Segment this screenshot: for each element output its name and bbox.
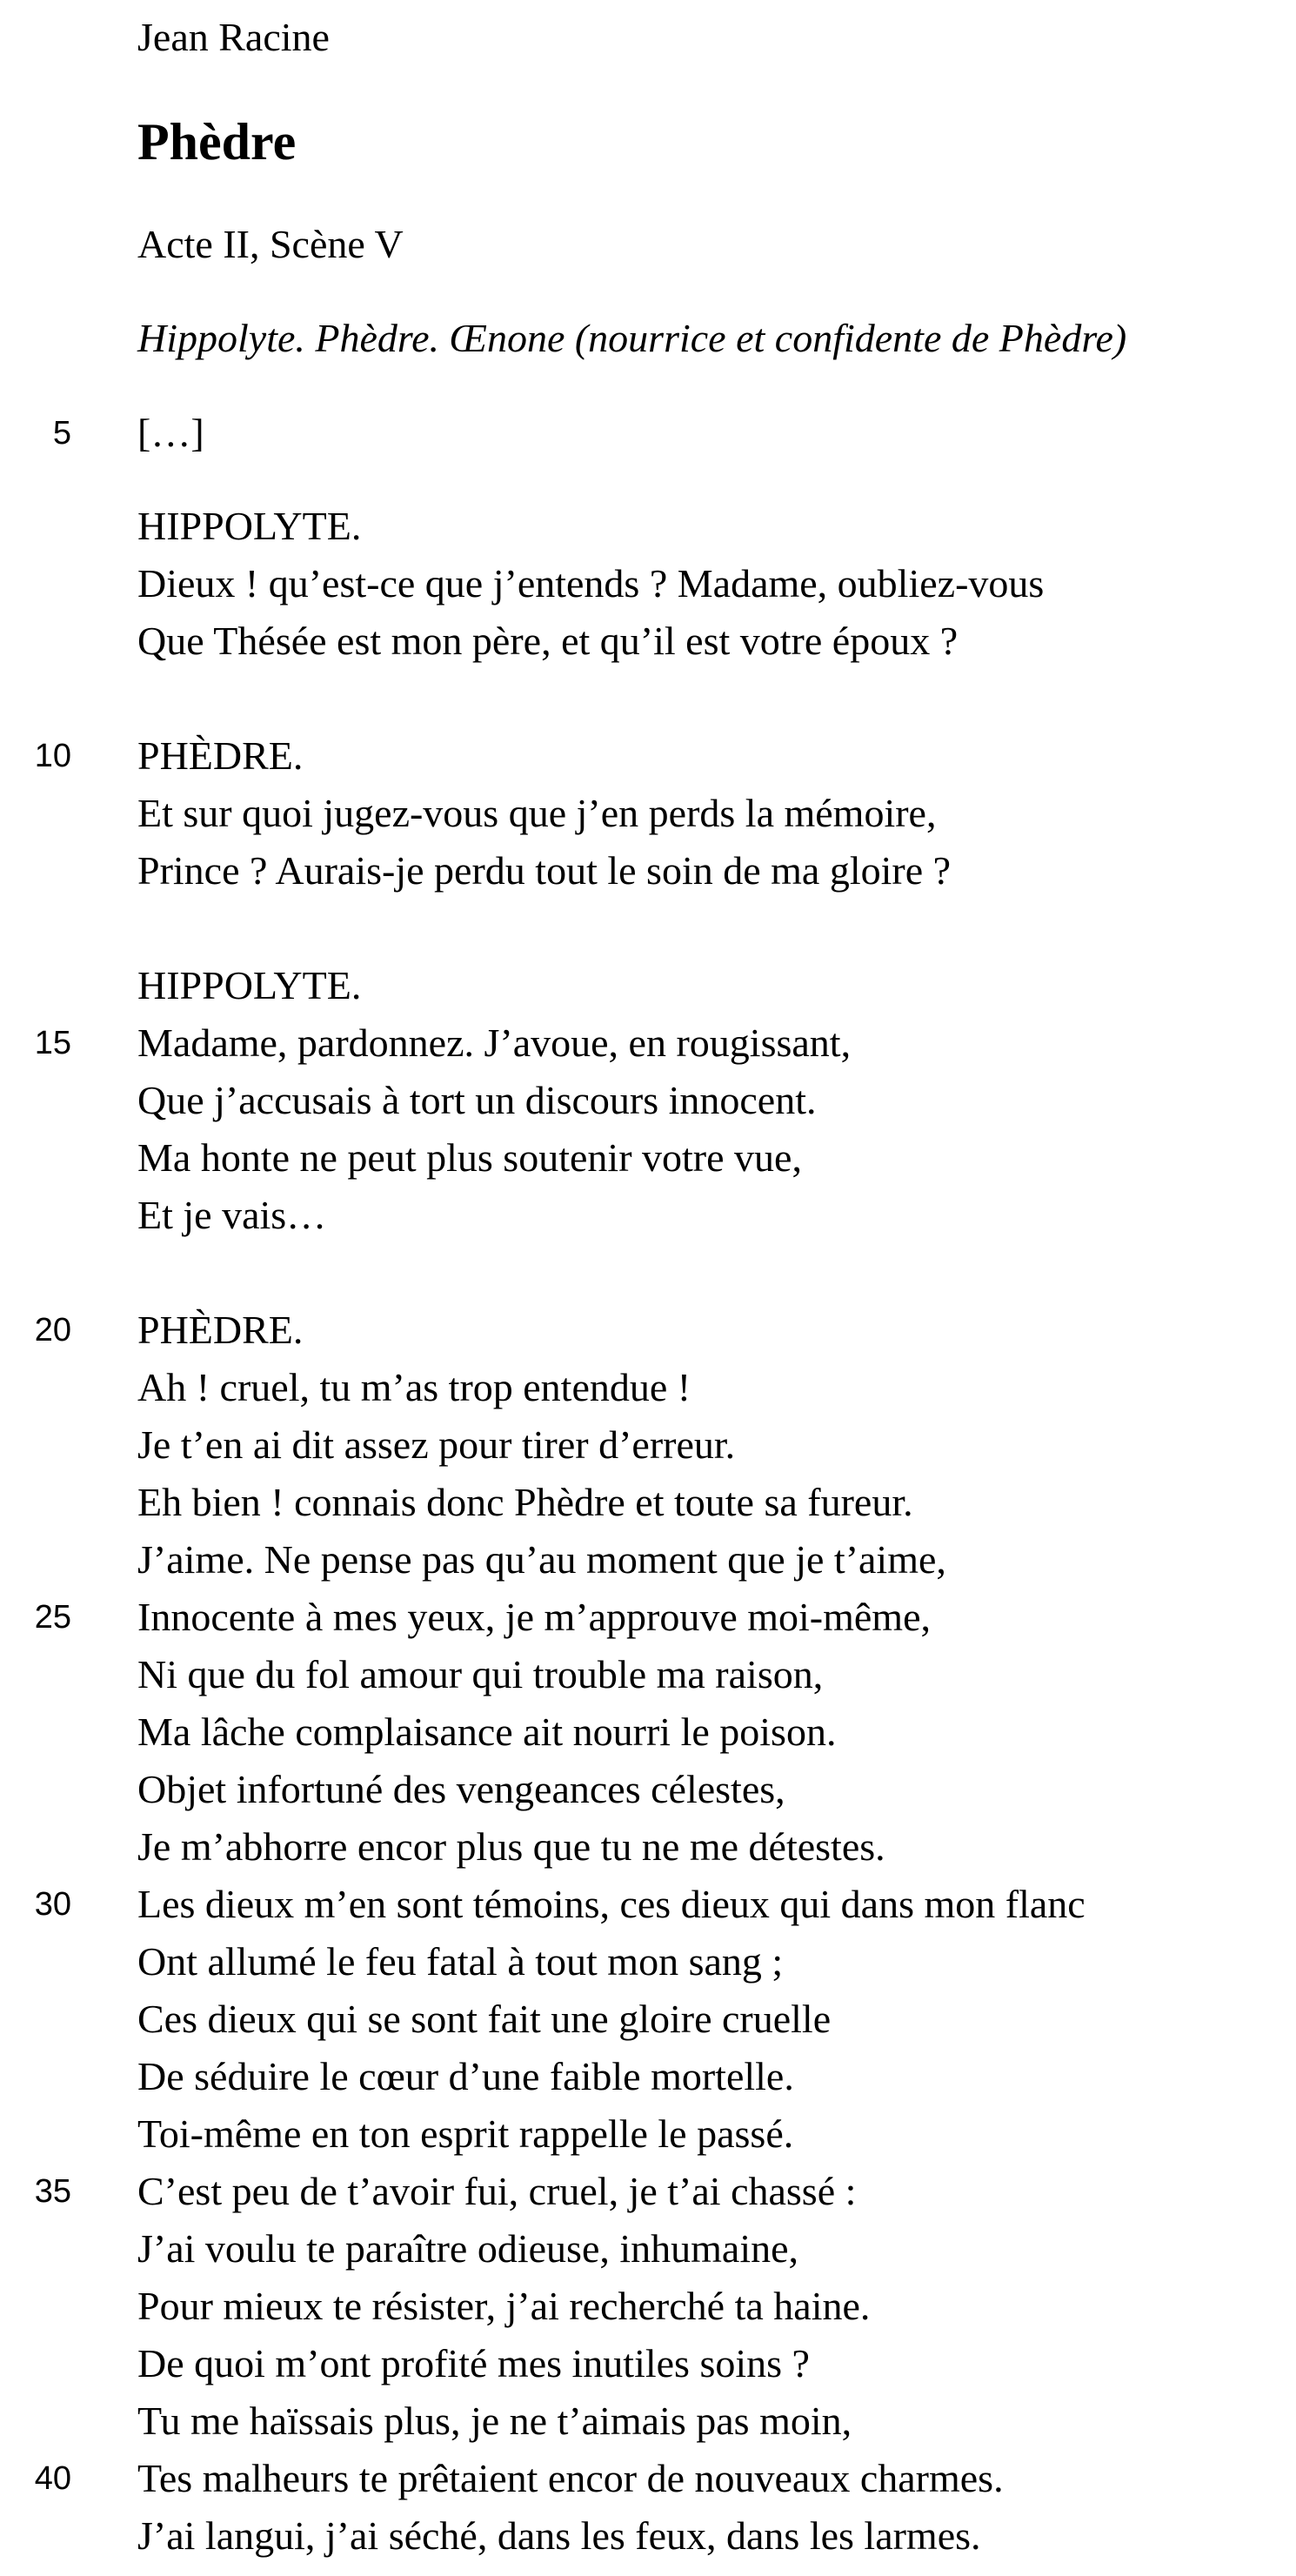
act-scene: Acte II, Scène V	[137, 222, 404, 266]
verse-line: Tu me haïssais plus, je ne t’aimais pas moin,	[137, 2399, 852, 2443]
verse-line: Tes malheurs te prêtaient encor de nouveaux charmes.	[137, 2456, 1004, 2500]
line-number: 35	[34, 2173, 71, 2210]
speaker: HIPPOLYTE.	[137, 963, 362, 1007]
verse-line: Prince ? Aurais-je perdu tout le soin de ma gloire ?	[137, 848, 952, 893]
play-title: Phèdre	[137, 113, 297, 171]
line-number: 5	[52, 415, 71, 452]
line-number: 40	[34, 2460, 71, 2497]
verse-line: Ah ! cruel, tu m’as trop entendue !	[137, 1365, 691, 1409]
line-number: 20	[34, 1312, 71, 1348]
verse-line: Que j’accusais à tort un discours innocent.	[137, 1078, 817, 1122]
verse-line: J’ai langui, j’ai séché, dans les feux, dans les larmes.	[137, 2513, 981, 2558]
speaker: HIPPOLYTE.	[137, 504, 362, 548]
verse-line: Et sur quoi jugez-vous que j’en perds la mémoire,	[137, 791, 937, 835]
verse-line: J’aime. Ne pense pas qu’au moment que je t’aime,	[137, 1537, 946, 1582]
verse-line: Eh bien ! connais donc Phèdre et toute sa fureur.	[137, 1480, 913, 1524]
verse-line: Madame, pardonnez. J’avoue, en rougissant,	[137, 1020, 852, 1065]
line-number: 25	[34, 1599, 71, 1636]
verse-line: Toi-même en ton esprit rappelle le passé.	[137, 2111, 794, 2156]
verse-line: Ma honte ne peut plus soutenir votre vue,	[137, 1135, 802, 1180]
verse-line: Ni que du fol amour qui trouble ma raison,	[137, 1652, 824, 1696]
verse-line: Pour mieux te résister, j’ai recherché ta haine.	[137, 2284, 871, 2328]
verse-line: Je m’abhorre encor plus que tu ne me détestes.	[137, 1824, 885, 1869]
verse-line: Je t’en ai dit assez pour tirer d’erreur.	[137, 1422, 736, 1467]
verse-line: Dieux ! qu’est-ce que j’entends ? Madame, oubliez-vous	[137, 561, 1045, 606]
line-number: 10	[34, 738, 71, 774]
verse-line: C’est peu de t’avoir fui, cruel, je t’ai chassé :	[137, 2169, 857, 2213]
verse-line: Objet infortuné des vengeances célestes,	[137, 1767, 785, 1811]
verse-line: J’ai voulu te paraître odieuse, inhumaine,	[137, 2226, 799, 2271]
verse-line: Que Thésée est mon père, et qu’il est votre époux ?	[137, 619, 959, 663]
verse-line: Les dieux m’en sont témoins, ces dieux qui dans mon flanc	[137, 1882, 1086, 1926]
speaker: PHÈDRE.	[137, 1308, 304, 1352]
verse-line: Et je vais…	[137, 1193, 327, 1237]
speaker: PHÈDRE.	[137, 733, 304, 778]
verse-line: De séduire le cœur d’une faible mortelle.	[137, 2054, 794, 2098]
verse-line: Ces dieux qui se sont fait une gloire cruelle	[137, 1997, 832, 2041]
verse-line: Ma lâche complaisance ait nourri le poison.	[137, 1710, 837, 1754]
line-number: 15	[34, 1025, 71, 1061]
characters: Hippolyte. Phèdre. Œnone (nourrice et confidente de Phèdre)	[137, 316, 1127, 360]
verse-line: De quoi m’ont profité mes inutiles soins ?	[137, 2341, 810, 2385]
author: Jean Racine	[137, 15, 330, 59]
verse-line: Innocente à mes yeux, je m’approuve moi-même,	[137, 1595, 932, 1639]
ellipsis: […]	[137, 411, 204, 455]
line-number: 30	[34, 1886, 71, 1923]
verse-line: Ont allumé le feu fatal à tout mon sang ;	[137, 1939, 784, 1984]
